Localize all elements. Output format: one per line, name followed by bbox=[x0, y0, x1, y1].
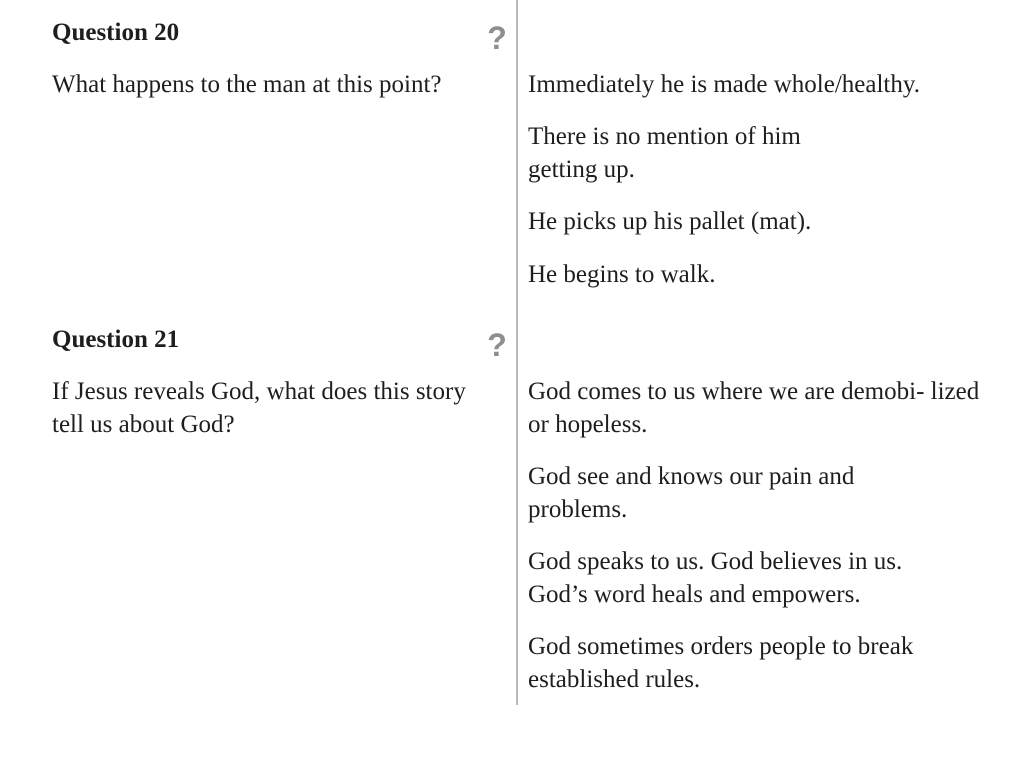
question-21-answer-1: God comes to us where we are demobi- lized or hopeless. bbox=[528, 378, 980, 438]
question-mark-icon: ? bbox=[487, 327, 507, 363]
question-21-answer-4: God sometimes orders people to break established rules. bbox=[528, 633, 914, 693]
question-20-answer-4: He begins to walk. bbox=[528, 261, 716, 288]
question-21-heading: Question 21 bbox=[52, 326, 180, 353]
question-20-answer-2: There is no mention of him getting up. bbox=[528, 123, 801, 183]
column-divider bbox=[516, 0, 518, 705]
question-mark-icon: ? bbox=[487, 20, 507, 56]
question-20-answer-1: Immediately he is made whole/healthy. bbox=[528, 71, 921, 98]
question-21-answer-2: God see and knows our pain and problems. bbox=[528, 463, 855, 523]
question-20-prompt: What happens to the man at this point? bbox=[52, 71, 442, 98]
question-21-answer-3: God speaks to us. God believes in us. God’s word heals and empowers. bbox=[528, 548, 903, 608]
question-20-answer-3: He picks up his pallet (mat). bbox=[528, 208, 812, 235]
question-20-heading: Question 20 bbox=[52, 19, 180, 46]
question-21-prompt: If Jesus reveals God, what does this story tell us about God? bbox=[52, 378, 466, 438]
